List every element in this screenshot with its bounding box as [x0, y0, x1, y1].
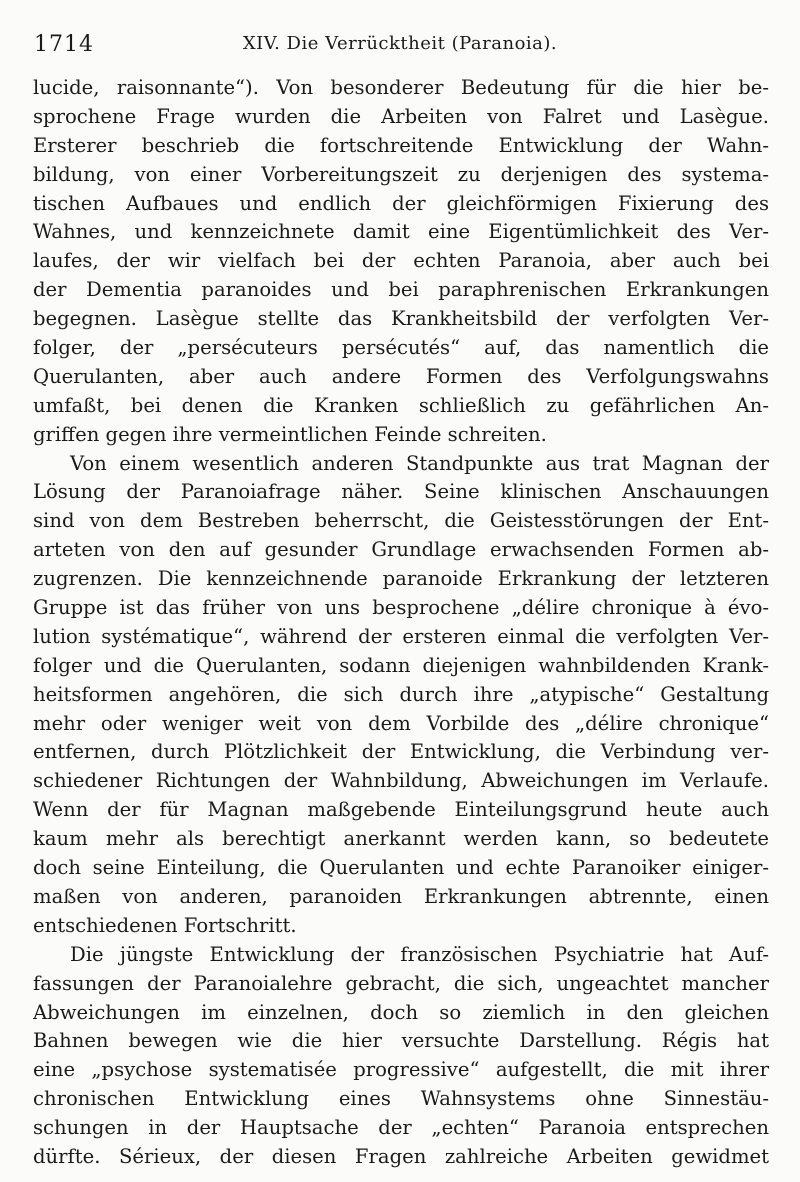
- text-line: Gruppe ist das früher von uns besprochene „délire chronique à évo-: [33, 596, 769, 620]
- text-line: umfaßt, bei denen die Kranken schließlich zu gefährlichen An-: [33, 393, 769, 417]
- text-line: Abweichungen im einzelnen, doch so ziemlich in den gleichen: [33, 1000, 769, 1024]
- text-line: Lösung der Paranoiafrage näher. Seine klinischen Anschauungen: [33, 480, 769, 504]
- text-line: lution systématique“, während der ersteren einmal die verfolgten Ver-: [33, 624, 769, 648]
- text-line: Querulanten, aber auch andere Formen des Verfolgungswahns: [33, 364, 769, 388]
- text-line: kaum mehr als berechtigt anerkannt werden kann, so bedeutete: [33, 827, 769, 851]
- text-line: zugrenzen. Die kennzeichnende paranoide Erkrankung der letzteren: [33, 567, 769, 591]
- text-line: lucide, raisonnante“). Von besonderer Bedeutung für die hier be-: [33, 76, 769, 99]
- paragraph-3: [33, 941, 769, 1172]
- paragraph-1: [33, 74, 769, 450]
- text-line: maßen von anderen, paranoiden Erkrankungen abtrennte, einen: [33, 884, 769, 908]
- text-line: eine „psychose systematisée progressive“ aufgestellt, die mit ihrer: [33, 1058, 769, 1082]
- text-line: Wenn der für Magnan maßgebende Einteilungsgrund heute auch: [33, 798, 769, 822]
- text-line: folger und die Querulanten, sodann diejenigen wahnbildenden Krank-: [33, 653, 769, 677]
- text-line: bildung, von einer Vorbereitungszeit zu derjenigen des systema-: [33, 162, 769, 186]
- page-header: [34, 30, 766, 60]
- text-line: Die jüngste Entwicklung der französischen Psychiatrie hat Auf-: [70, 942, 769, 966]
- text-line: sind von dem Bestreben beherrscht, die Geistesstörungen der Ent-: [33, 509, 769, 533]
- text-line: Wahnes, und kennzeichnete damit eine Eigentümlichkeit des Ver-: [33, 220, 769, 244]
- text-line: schungen in der Hauptsache der „echten“ Paranoia entsprechen: [33, 1116, 769, 1140]
- text-line: tischen Aufbaues und endlich der gleichförmigen Fixierung des: [33, 191, 769, 215]
- text-line: fassungen der Paranoialehre gebracht, die sich, ungeachtet mancher: [33, 971, 769, 995]
- text-line: entschiedenen Fortschritt.: [33, 913, 297, 937]
- running-head: XIV. Die Verrücktheit (Paranoia).: [242, 33, 558, 54]
- text-line: dürfte. Sérieux, der diesen Fragen zahlreiche Arbeiten gewidmet: [33, 1144, 769, 1168]
- text-line: laufes, der wir vielfach bei der echten Paranoia, aber auch bei: [33, 249, 769, 273]
- text-line: doch seine Einteilung, die Querulanten und echte Paranoiker einiger-: [33, 856, 769, 880]
- text-line: Ersterer beschrieb die fortschreitende Entwicklung der Wahn-: [33, 133, 769, 157]
- text-line: folger, der „persécuteurs persécutés“ auf, das namentlich die: [33, 336, 769, 360]
- text-line: arteten von den auf gesunder Grundlage erwachsenden Formen ab-: [33, 538, 769, 562]
- body-text: [33, 74, 769, 1172]
- text-line: der Dementia paranoides und bei paraphrenischen Erkrankungen: [33, 278, 769, 302]
- text-line: schiedener Richtungen der Wahnbildung, Abweichungen im Verlaufe.: [33, 769, 769, 793]
- text-line: heitsformen angehören, die sich durch ihre „atypische“ Gestaltung: [33, 682, 769, 706]
- text-line: griffen gegen ihre vermeintlichen Feinde schreiten.: [33, 422, 547, 446]
- text-line: chronischen Entwicklung eines Wahnsystems ohne Sinnestäu-: [33, 1087, 769, 1111]
- text-line: sprochene Frage wurden die Arbeiten von Falret und Lasègue.: [33, 104, 769, 128]
- text-line: Bahnen bewegen wie die hier versuchte Darstellung. Régis hat: [33, 1029, 769, 1053]
- text-line: mehr oder weniger weit von dem Vorbilde des „délire chronique“: [33, 711, 769, 735]
- text-line: begegnen. Lasègue stellte das Krankheitsbild der verfolgten Ver-: [33, 307, 769, 331]
- page-number: 1714: [34, 32, 94, 57]
- paragraph-2: [33, 450, 769, 941]
- text-line: Von einem wesentlich anderen Standpunkte aus trat Magnan der: [70, 451, 769, 475]
- text-line: entfernen, durch Plötzlichkeit der Entwicklung, die Verbindung ver-: [33, 740, 769, 764]
